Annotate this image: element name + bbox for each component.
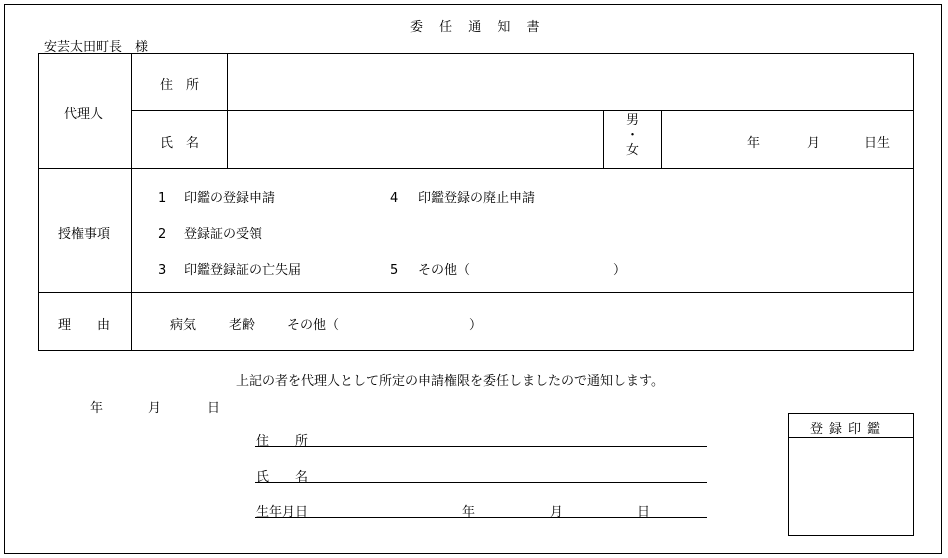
gender-choice[interactable] [626,113,639,158]
gender-dot: ・ [626,128,640,143]
agent-name-label: 氏 名 [160,136,200,151]
agent-address-field[interactable] [232,58,908,106]
principal-address-label: 住 所 [256,434,309,449]
auth-item-num: 5 [390,263,399,278]
principal-birth-day: 日 [637,505,651,520]
birth-day-label: 日生 [864,136,891,151]
auth-item-text: 印鑑の登録申請 [184,191,276,206]
gender-female: 女 [626,143,640,158]
auth-item-num: 2 [158,227,167,242]
auth-item-text: その他（ ） [418,263,627,278]
form-title: 委 任 通 知 書 [410,20,546,35]
authorization-label: 授権事項 [58,227,111,242]
principal-birth-line[interactable] [255,517,707,518]
date-month-label: 月 [148,401,162,416]
auth-item-1[interactable] [158,187,275,206]
delegation-statement: 上記の者を代理人として所定の申請権限を委任しましたので通知します。 [236,374,664,389]
agent-name-field[interactable] [232,114,598,164]
auth-item-4[interactable] [390,187,535,206]
auth-item-text: 印鑑登録の廃止申請 [418,191,536,206]
auth-item-text: 登録証の受領 [184,227,263,242]
date-day-label: 日 [207,401,221,416]
principal-birth-month: 月 [550,505,564,520]
auth-item-5[interactable] [390,259,626,278]
agent-row-label: 代理人 [64,107,104,122]
reason-option-other[interactable]: その他（ ） [287,318,483,333]
principal-birth-year: 年 [462,505,476,520]
auth-item-num: 4 [390,191,399,206]
auth-item-num: 1 [158,191,167,206]
principal-name-label: 氏 名 [256,470,309,485]
principal-name-line[interactable] [255,482,707,483]
birth-month-label: 月 [807,136,821,151]
date-year-label: 年 [90,401,104,416]
auth-item-text: 印鑑登録証の亡失届 [184,263,302,278]
reason-label: 理 由 [58,318,111,333]
reason-option-age[interactable]: 老齢 [229,318,256,333]
gender-male: 男 [626,113,640,128]
seal-label: 登録印鑑 [810,422,887,437]
principal-address-line[interactable] [255,446,707,447]
reason-option-illness[interactable]: 病気 [170,318,197,333]
addressee: 安芸太田町長 様 [44,40,149,55]
principal-birth-label: 生年月日 [256,505,309,520]
birth-year-label: 年 [747,136,761,151]
auth-item-2[interactable] [158,223,262,242]
auth-item-num: 3 [158,263,167,278]
auth-item-3[interactable] [158,259,301,278]
agent-address-label: 住 所 [160,78,200,93]
seal-header-divider [788,437,914,438]
